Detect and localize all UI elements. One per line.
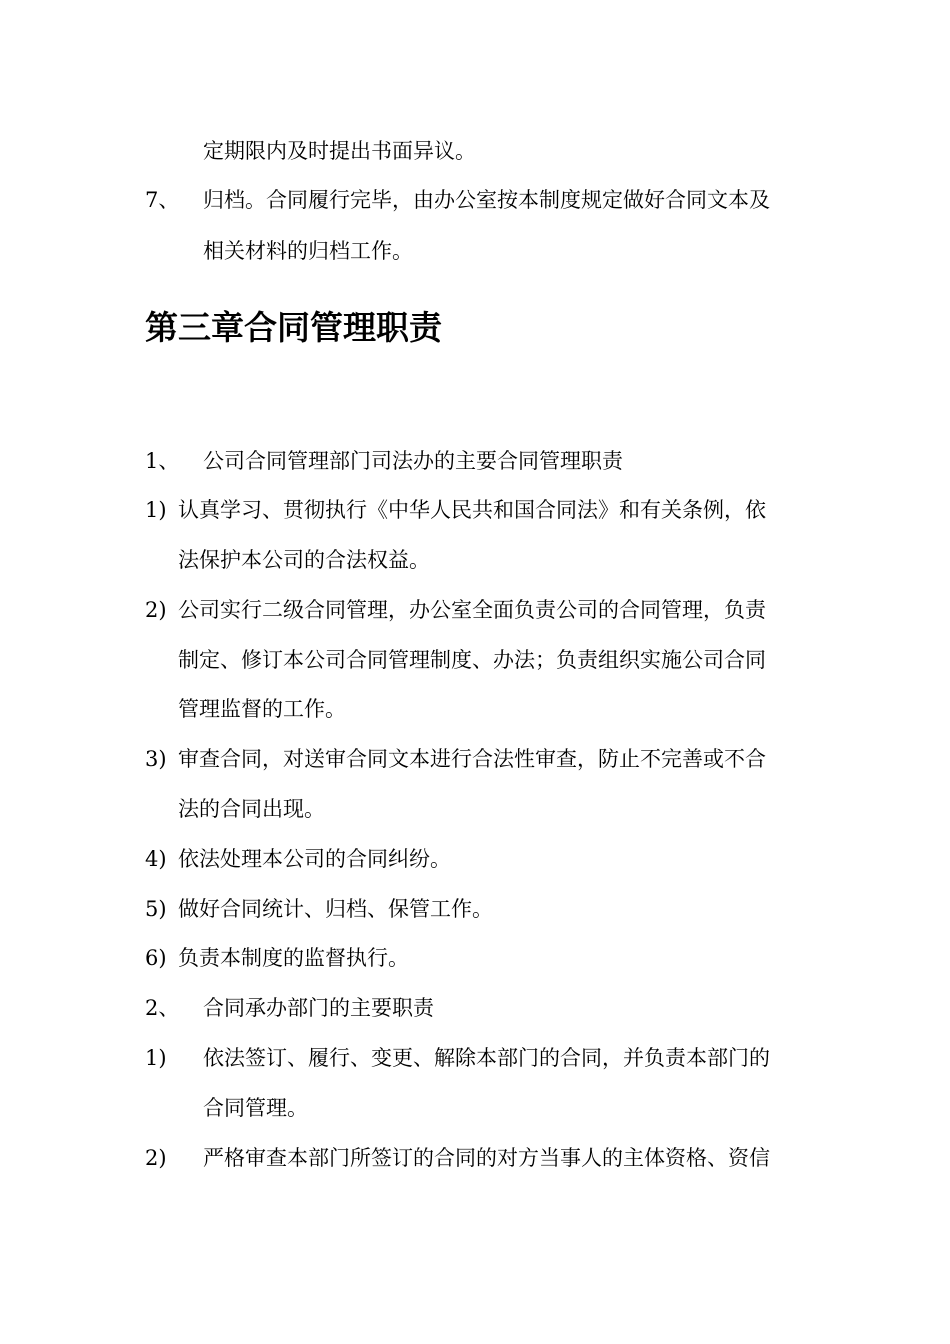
duty1-4-number: 4)	[145, 847, 167, 871]
duty2-1-line2: 合同管理。	[203, 1096, 308, 1120]
duty1-1-number: 1)	[145, 498, 167, 522]
item2-title: 合同承办部门的主要职责	[203, 996, 434, 1020]
duty1-5-line1: 做好合同统计、归档、保管工作。	[178, 897, 493, 921]
duty2-1-line1: 依法签订、履行、变更、解除本部门的合同，并负责本部门的	[203, 1046, 770, 1070]
duty1-2-number: 2)	[145, 598, 167, 622]
duty1-5-number: 5)	[145, 897, 167, 921]
sec7-number: 7、	[145, 188, 180, 212]
duty2-2-line1: 严格审查本部门所签订的合同的对方当事人的主体资格、资信	[203, 1146, 770, 1170]
duty1-1-line2: 法保护本公司的合法权益。	[178, 548, 430, 572]
duty2-1-number: 1)	[145, 1046, 167, 1070]
duty1-6-line1: 负责本制度的监督执行。	[178, 946, 409, 970]
item1-title: 公司合同管理部门司法办的主要合同管理职责	[203, 449, 623, 473]
item1-number: 1、	[145, 449, 180, 473]
duty1-2-line3: 管理监督的工作。	[178, 697, 346, 721]
duty1-4-line1: 依法处理本公司的合同纠纷。	[178, 847, 451, 871]
sec7-line1: 归档。合同履行完毕，由办公室按本制度规定做好合同文本及	[203, 188, 770, 212]
item2-number: 2、	[145, 996, 180, 1020]
duty1-3-line1: 审查合同，对送审合同文本进行合法性审查，防止不完善或不合	[178, 747, 766, 771]
duty1-1-line1: 认真学习、贯彻执行《中华人民共和国合同法》和有关条例，依	[178, 498, 766, 522]
duty1-3-line2: 法的合同出现。	[178, 797, 325, 821]
duty1-2-line1: 公司实行二级合同管理，办公室全面负责公司的合同管理，负责	[178, 598, 766, 622]
duty1-6-number: 6)	[145, 946, 167, 970]
chapter-title: 第三章合同管理职责	[145, 308, 442, 347]
duty1-2-line2: 制定、修订本公司合同管理制度、办法；负责组织实施公司合同	[178, 648, 766, 672]
duty1-3-number: 3)	[145, 747, 167, 771]
duty2-2-number: 2)	[145, 1146, 167, 1170]
sec7-continuation: 定期限内及时提出书面异议。	[203, 139, 476, 163]
sec7-line2: 相关材料的归档工作。	[203, 239, 413, 263]
